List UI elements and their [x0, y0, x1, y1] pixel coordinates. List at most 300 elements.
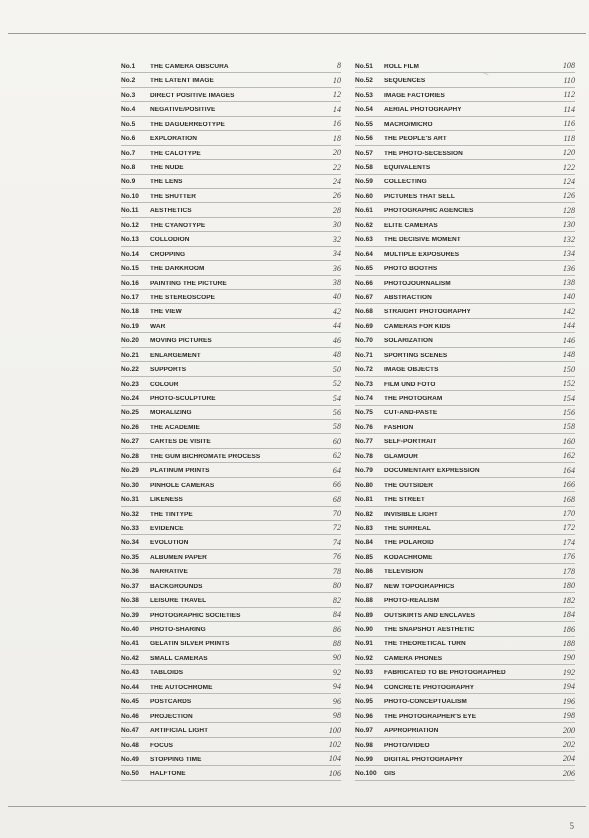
- entry-title: PHOTOJOURNALISM: [384, 280, 451, 287]
- entry-number: No.11: [121, 207, 139, 215]
- entry-number: No.27: [121, 438, 139, 446]
- contents-entry: [121, 723, 341, 737]
- entry-title: PHOTO-REALISM: [384, 598, 440, 605]
- entry-number: No.62: [355, 221, 373, 229]
- contents-entry: [121, 232, 341, 246]
- entry-number: No.82: [355, 510, 373, 518]
- contents-entry: [355, 694, 575, 708]
- entry-number: No.9: [121, 178, 136, 186]
- entry-page: 22: [332, 162, 341, 172]
- entry-page: 40: [332, 292, 341, 302]
- contents-entry: [121, 492, 341, 506]
- contents-entry: [121, 637, 341, 651]
- entry-title: LIKENESS: [150, 497, 183, 504]
- contents-entry: [121, 117, 341, 131]
- entry-page: 132: [562, 234, 575, 244]
- entry-title: NEW TOPOGRAPHICS: [384, 583, 455, 590]
- contents-entry: [355, 564, 575, 578]
- entry-page: 58: [332, 422, 341, 432]
- entry-number: No.56: [355, 135, 373, 143]
- entry-title: PHOTO-SHARING: [150, 627, 206, 633]
- entry-title: AESTHETICS: [150, 208, 192, 215]
- entry-number: No.20: [121, 337, 139, 345]
- entry-page: 194: [562, 682, 575, 692]
- contents-entry: [355, 492, 575, 506]
- entry-page: 68: [332, 494, 341, 504]
- entry-title: CARTES DE VISITE: [150, 439, 211, 446]
- contents-entry: [121, 550, 341, 564]
- contents-entry: [121, 478, 341, 492]
- entry-page: 188: [562, 638, 575, 648]
- entry-page: 166: [562, 480, 575, 490]
- contents-entry: [355, 290, 575, 304]
- entry-page: 120: [562, 148, 575, 158]
- entry-page: 28: [332, 205, 341, 215]
- entry-page: 34: [332, 249, 341, 259]
- entry-title: APPROPRIATION: [384, 728, 439, 735]
- entry-title: COLLECTING: [384, 179, 427, 186]
- entry-page: 46: [332, 335, 341, 345]
- contents-entry: [121, 146, 341, 160]
- entry-number: No.36: [121, 568, 139, 576]
- entry-page: 112: [563, 90, 575, 100]
- entry-title: MOVING PICTURES: [150, 338, 212, 345]
- contents-entry: [355, 59, 575, 73]
- entry-page: 124: [562, 176, 575, 186]
- contents-entry: [355, 709, 575, 723]
- contents-entry: [355, 348, 575, 362]
- entry-title: PHOTOGRAPHIC SOCIETIES: [150, 612, 241, 619]
- contents-entry: [121, 766, 341, 780]
- entry-title: CONCRETE PHOTOGRAPHY: [384, 684, 475, 691]
- entry-title: PHOTO BOOTHS: [384, 266, 438, 273]
- entry-number: No.60: [355, 192, 373, 200]
- contents-entry: [121, 434, 341, 448]
- contents-entry: [355, 377, 575, 391]
- entry-page: 114: [563, 104, 575, 114]
- entry-title: COLLODION: [150, 237, 190, 244]
- entry-page: 98: [332, 711, 341, 721]
- entry-title: SPORTING SCENES: [384, 352, 448, 359]
- entry-title: FASHION: [384, 424, 414, 431]
- entry-number: No.32: [121, 510, 139, 518]
- entry-title: PAINTING THE PICTURE: [150, 280, 227, 287]
- contents-column-left: [121, 59, 341, 781]
- entry-title: CAMERAS FOR KIDS: [384, 323, 451, 330]
- contents-entry: [121, 88, 341, 102]
- entry-number: No.33: [121, 524, 139, 532]
- entry-number: No.38: [121, 597, 139, 605]
- entry-page: 12: [332, 90, 341, 100]
- contents-entry: [121, 608, 341, 622]
- contents-entry: [121, 59, 341, 73]
- entry-number: No.51: [355, 62, 373, 70]
- entry-title: TELEVISION: [384, 569, 424, 576]
- contents-entry: [121, 391, 341, 405]
- contents-entry: [355, 391, 575, 405]
- entry-page: 178: [562, 566, 575, 576]
- contents-entry: [121, 507, 341, 521]
- entry-title: AERIAL PHOTOGRAPHY: [384, 107, 462, 114]
- contents-entry: [121, 131, 341, 145]
- entry-number: No.93: [355, 669, 373, 677]
- entry-title: INVISIBLE LIGHT: [384, 511, 438, 518]
- entry-number: No.42: [121, 654, 139, 662]
- entry-page: 116: [563, 119, 575, 129]
- entry-number: No.43: [121, 669, 139, 677]
- entry-number: No.12: [121, 221, 139, 229]
- entry-page: 38: [332, 278, 341, 287]
- contents-entry: [355, 73, 575, 87]
- entry-title: ROLL FILM: [384, 63, 419, 70]
- entry-page: 172: [562, 523, 575, 533]
- entry-page: 170: [562, 509, 575, 518]
- contents-entry: [121, 651, 341, 665]
- entry-page: 136: [562, 263, 575, 273]
- entry-number: No.94: [355, 683, 373, 691]
- entry-page: 168: [562, 494, 575, 504]
- contents-entry: [355, 680, 575, 694]
- entry-title: THE GUM BICHROMATE PROCESS: [150, 453, 261, 460]
- entry-page: 44: [332, 321, 341, 331]
- entry-number: No.39: [121, 611, 139, 619]
- entry-title: PICTURES THAT SELL: [384, 193, 455, 200]
- entry-page: 92: [332, 667, 341, 677]
- entry-page: 8: [336, 61, 341, 71]
- entry-number: No.5: [121, 120, 136, 128]
- entry-number: No.46: [121, 712, 139, 720]
- entry-number: No.85: [355, 553, 373, 561]
- entry-number: No.87: [355, 582, 373, 590]
- entry-number: No.48: [121, 741, 139, 749]
- entry-page: 164: [562, 465, 575, 475]
- contents-entry: [355, 665, 575, 679]
- entry-number: No.55: [355, 120, 373, 128]
- entry-page: 48: [332, 350, 341, 360]
- entry-title: FABRICATED TO BE PHOTOGRAPHED: [384, 670, 506, 677]
- entry-number: No.53: [355, 91, 373, 99]
- entry-title: POSTCARDS: [150, 699, 192, 706]
- entry-title: THE PEOPLE'S ART: [384, 136, 447, 143]
- entry-number: No.15: [121, 265, 139, 273]
- entry-page: 50: [332, 364, 341, 374]
- entry-number: No.92: [355, 654, 373, 662]
- entry-page: 106: [328, 768, 341, 778]
- contents-entry: [121, 333, 341, 347]
- entry-number: No.7: [121, 149, 136, 157]
- entry-page: 100: [328, 725, 341, 735]
- entry-title: DOCUMENTARY EXPRESSION: [384, 468, 480, 475]
- entry-title: THE POLAROID: [384, 540, 434, 547]
- contents-entry: [121, 348, 341, 362]
- entry-title: PROJECTION: [150, 713, 193, 720]
- entry-title: SELF-PORTRAIT: [384, 439, 437, 446]
- contents-entry: [121, 102, 341, 116]
- entry-title: LEISURE TRAVEL: [150, 598, 207, 605]
- contents-entry: [121, 261, 341, 275]
- entry-title: EXPLORATION: [150, 136, 198, 143]
- entry-number: No.23: [121, 380, 139, 388]
- entry-page: 130: [562, 220, 575, 230]
- entry-number: No.71: [355, 351, 373, 359]
- contents-entry: [121, 521, 341, 535]
- contents-entry: [355, 160, 575, 174]
- contents-entry: [121, 290, 341, 304]
- entry-number: No.81: [355, 496, 373, 504]
- entry-page: 196: [562, 696, 575, 706]
- entry-page: 192: [562, 667, 575, 677]
- entry-number: No.86: [355, 568, 373, 576]
- contents-entry: [121, 406, 341, 420]
- entry-page: 140: [562, 292, 575, 302]
- entry-page: 76: [332, 552, 341, 562]
- contents-entry: [121, 420, 341, 434]
- entry-title: THE TINTYPE: [150, 511, 193, 518]
- contents-entry: [355, 507, 575, 521]
- entry-number: No.77: [355, 438, 373, 446]
- contents-entry: [355, 579, 575, 593]
- contents-entry: [355, 247, 575, 261]
- entry-page: 204: [562, 754, 575, 764]
- entry-number: No.52: [355, 77, 373, 85]
- contents-entry: [355, 189, 575, 203]
- entry-number: No.34: [121, 539, 139, 547]
- entry-page: 66: [332, 480, 341, 490]
- entry-page: 42: [332, 306, 341, 316]
- entry-number: No.66: [355, 279, 373, 287]
- entry-number: No.65: [355, 265, 373, 273]
- entry-title: IMAGE FACTORIES: [384, 92, 445, 99]
- entry-number: No.95: [355, 698, 373, 706]
- entry-page: 62: [332, 451, 341, 461]
- contents-entry: [355, 406, 575, 420]
- entry-title: WAR: [150, 323, 166, 330]
- entry-title: ALBUMEN PAPER: [150, 554, 207, 561]
- contents-entry: [121, 276, 341, 290]
- entry-page: 176: [562, 552, 575, 562]
- entry-title: SMALL CAMERAS: [150, 655, 208, 662]
- entry-title: THE ACADÉMIE: [150, 424, 200, 431]
- entry-title: THE PHOTO-SECESSION: [384, 150, 463, 157]
- entry-number: No.63: [355, 236, 373, 244]
- entry-number: No.74: [355, 395, 373, 402]
- entry-title: THE CYANOTYPE: [150, 222, 206, 229]
- contents-entry: [355, 550, 575, 564]
- entry-title: PHOTO-SCULPTURE: [150, 396, 216, 402]
- entry-title: IMAGE OBJECTS: [384, 367, 439, 374]
- entry-title: DIRECT POSITIVE IMAGES: [150, 92, 235, 99]
- entry-number: No.70: [355, 337, 373, 345]
- contents-entry: [355, 478, 575, 492]
- contents-entry: [121, 189, 341, 203]
- entry-number: No.3: [121, 91, 136, 99]
- entry-page: 186: [562, 624, 575, 634]
- entry-page: 128: [562, 205, 575, 215]
- contents-entry: [355, 420, 575, 434]
- entry-title: GELATIN SILVER PRINTS: [150, 641, 230, 648]
- entry-number: No.54: [355, 106, 373, 114]
- entry-page: 162: [562, 451, 575, 461]
- entry-title: ABSTRACTION: [384, 294, 432, 301]
- contents-entry: [121, 665, 341, 679]
- entry-number: No.59: [355, 178, 373, 186]
- entry-number: No.8: [121, 164, 136, 171]
- entry-number: No.16: [121, 279, 139, 287]
- contents-entry: [121, 319, 341, 333]
- entry-page: 108: [562, 61, 575, 71]
- contents-entry: [355, 102, 575, 116]
- entry-number: No.57: [355, 149, 373, 157]
- entry-page: 104: [328, 754, 341, 764]
- entry-number: No.37: [121, 582, 139, 590]
- entry-number: No.14: [121, 250, 139, 258]
- entry-number: No.30: [121, 481, 139, 489]
- contents-entry: [121, 694, 341, 708]
- entry-title: SOLARIZATION: [384, 338, 433, 345]
- entry-title: CAMERA PHONES: [384, 655, 443, 662]
- entry-page: 152: [562, 379, 575, 389]
- entry-number: No.40: [121, 626, 139, 633]
- contents-entry: [121, 738, 341, 752]
- entry-title: THE DARKROOM: [150, 266, 205, 273]
- contents-entry: [355, 738, 575, 752]
- entry-page: 10: [332, 75, 341, 85]
- entry-title: ELITE CAMERAS: [384, 222, 438, 229]
- entry-number: No.72: [355, 366, 373, 374]
- contents-entry: [121, 377, 341, 391]
- entry-number: No.69: [355, 322, 373, 330]
- contents-entry: [121, 362, 341, 376]
- entry-page: 184: [562, 610, 575, 620]
- entry-title: EVOLUTION: [150, 540, 189, 547]
- entry-title: HALFTONE: [150, 771, 186, 778]
- entry-page: 88: [332, 638, 341, 648]
- contents-entry: [121, 752, 341, 766]
- contents-entry: [121, 564, 341, 578]
- contents-entry: [355, 434, 575, 448]
- entry-page: 174: [562, 537, 575, 547]
- entry-title: OUTSKIRTS AND ENCLAVES: [384, 612, 476, 619]
- contents-entry: [355, 463, 575, 477]
- entry-page: 94: [332, 682, 341, 692]
- contents-entry: [121, 680, 341, 694]
- entry-title: THE PHOTOGRAPHER'S EYE: [384, 713, 477, 720]
- entry-number: No.1: [121, 62, 136, 70]
- entry-title: FILM UND FOTO: [384, 381, 436, 388]
- contents-entry: [355, 637, 575, 651]
- contents-entry: [355, 535, 575, 549]
- contents-entry: [121, 709, 341, 723]
- entry-number: No.67: [355, 293, 373, 301]
- entry-number: No.41: [121, 640, 139, 648]
- entry-page: 82: [332, 595, 341, 605]
- entry-number: No.22: [121, 366, 139, 374]
- contents-entry: [355, 622, 575, 636]
- entry-number: No.18: [121, 308, 139, 316]
- entry-title: THE OUTSIDER: [384, 482, 433, 489]
- entry-title: COLOUR: [150, 381, 179, 388]
- contents-entry: [355, 232, 575, 246]
- entry-title: THE VIEW: [150, 309, 182, 316]
- entry-title: THE NUDE: [150, 165, 184, 171]
- entry-page: 138: [562, 278, 575, 287]
- contents-entry: [121, 160, 341, 174]
- entry-title: THE PHOTOGRAM: [384, 396, 443, 402]
- entry-title: CUT-AND-PASTE: [384, 410, 438, 417]
- contents-entry: [355, 651, 575, 665]
- entry-page: 32: [332, 234, 341, 244]
- entry-title: TABLOIDS: [150, 670, 184, 677]
- entry-page: 26: [332, 191, 341, 201]
- contents-entry: [121, 175, 341, 189]
- entry-title: ARTIFICIAL LIGHT: [150, 728, 209, 735]
- entry-number: No.61: [355, 207, 373, 215]
- entry-page: 16: [332, 119, 341, 129]
- entry-title: CROPPING: [150, 251, 186, 258]
- contents-entry: [355, 449, 575, 463]
- entry-number: No.88: [355, 597, 373, 605]
- entry-title: THE SNAPSHOT AESTHETIC: [384, 627, 475, 633]
- entry-number: No.98: [355, 741, 373, 749]
- contents-entry: [355, 117, 575, 131]
- entry-number: No.83: [355, 524, 373, 532]
- entry-page: 18: [332, 133, 341, 143]
- entry-number: No.28: [121, 452, 139, 460]
- entry-number: No.89: [355, 611, 373, 619]
- contents-entry: [355, 88, 575, 102]
- entry-title: THE DECISIVE MOMENT: [384, 237, 461, 244]
- entry-title: PHOTOGRAPHIC AGENCIES: [384, 208, 474, 215]
- contents-entry: [355, 319, 575, 333]
- entry-page: 60: [332, 436, 341, 446]
- contents-entry: [121, 579, 341, 593]
- contents-entry: [121, 622, 341, 636]
- entry-page: 154: [562, 393, 575, 403]
- entry-number: No.49: [121, 755, 139, 763]
- contents-entry: [355, 304, 575, 318]
- entry-page: 54: [332, 393, 341, 403]
- contents-entry: [355, 131, 575, 145]
- entry-page: 56: [332, 407, 341, 417]
- contents-entry: [355, 175, 575, 189]
- entry-number: No.44: [121, 683, 139, 691]
- contents-entry: [355, 261, 575, 275]
- entry-page: 64: [332, 465, 341, 475]
- entry-page: 102: [328, 740, 341, 749]
- entry-title: THE DAGUERREOTYPE: [150, 121, 225, 128]
- entry-title: THE SHUTTER: [150, 193, 197, 200]
- entry-title: THE AUTOCHROME: [150, 684, 213, 691]
- entry-number: No.29: [121, 467, 139, 475]
- entry-number: No.100: [355, 770, 377, 778]
- entry-title: THE CALOTYPE: [150, 150, 201, 157]
- entry-page: 122: [562, 162, 575, 172]
- entry-number: No.6: [121, 135, 136, 143]
- entry-title: STOPPING TIME: [150, 756, 202, 763]
- entry-title: EQUIVALENTS: [384, 165, 431, 171]
- entry-title: THE THEORETICAL TURN: [384, 641, 466, 648]
- entry-page: 160: [562, 436, 575, 446]
- entry-page: 156: [562, 407, 575, 417]
- entry-page: 74: [332, 537, 341, 547]
- contents-entry: [121, 593, 341, 607]
- contents-entry: [355, 608, 575, 622]
- entry-page: 84: [332, 610, 341, 620]
- entry-title: MACRO/MICRO: [384, 121, 433, 128]
- entry-number: No.13: [121, 236, 139, 244]
- contents-entry: [121, 247, 341, 261]
- entry-title: PHOTO/VIDEO: [384, 742, 430, 749]
